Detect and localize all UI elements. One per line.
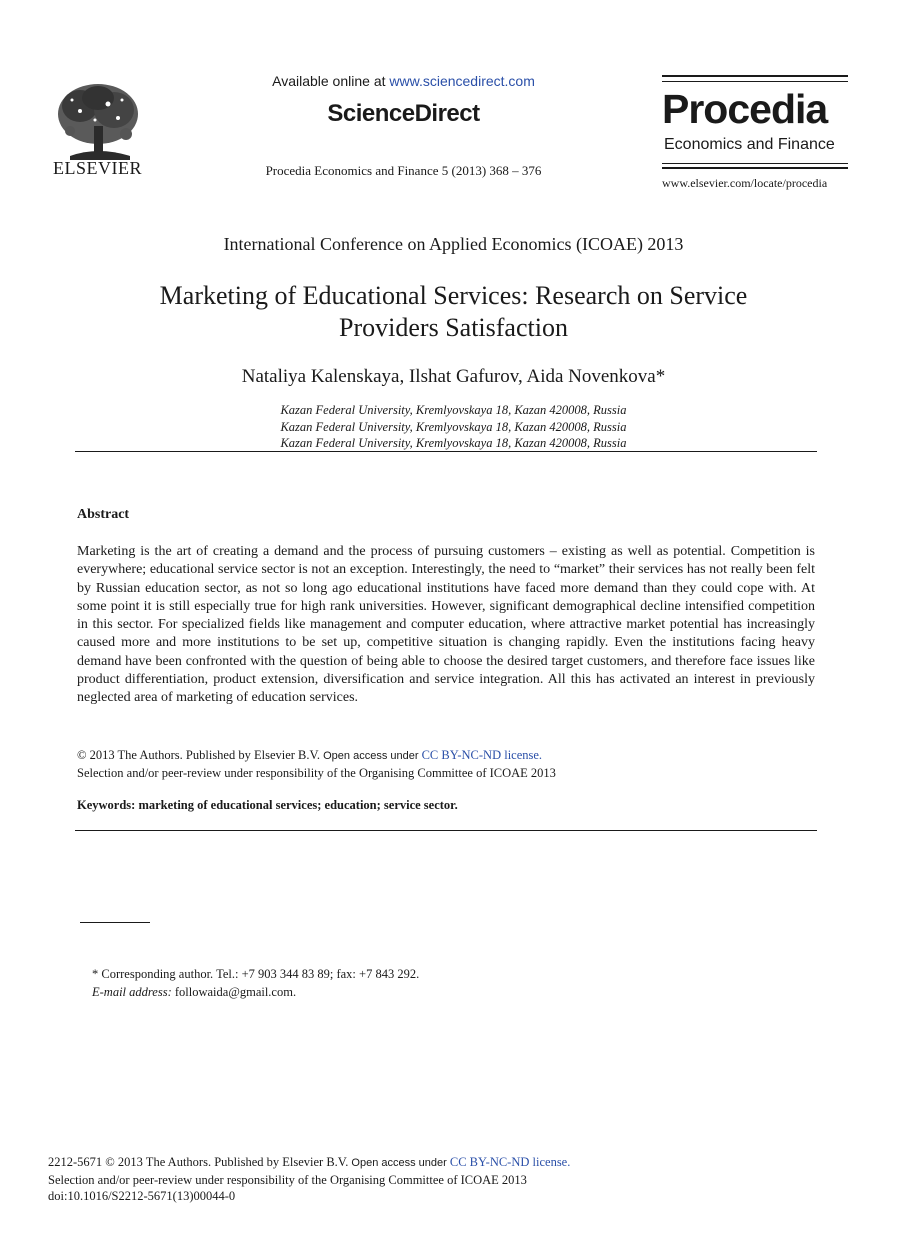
affiliations [0,402,907,452]
open-access-text: Open access under [320,750,422,762]
paper-title [90,280,817,344]
affiliation: Kazan Federal University, Kremlyovskaya 18, Kazan 420008, Russia [280,436,627,450]
copyright-line-1 [77,747,817,765]
divider [75,830,817,831]
affiliation: Kazan Federal University, Kremlyovskaya 18, Kazan 420008, Russia [280,419,627,434]
title-line-1: Marketing of Educational Services: Research on Service [159,281,748,310]
available-prefix: Available online at [272,73,390,89]
conference-name: International Conference on Applied Economics (ICOAE) 2013 [223,234,684,254]
procedia-rule [662,163,848,164]
bottom-info [48,1154,570,1205]
footnote-rule [80,922,150,923]
abstract-text: Marketing is the art of creating a demand and the process of pursuing customers – existing as well as potential. Competition is everywhere; educational service sector is not an exception. Interestingly, the need to “market” their services has not really been felt by Russian education sector, as not so long ago educational institutions have faced more demand than they could cope with. At some point it is still especially true for high rank universities. However, significant demographical decline intensified competition in this sector. For specialized fields like management and computer education, where attractive market potential has increasingly caused more and more institutions to be set up, competitive situation is changing rapidly. Even the institutions facing heavy demand have been confronted with the question of being able to choose the desired target customers, and therefore face issues like product differentiation, product extension, diversification and service integration. All this has activated an interest in previously neglected area of marketing of education services. [77,544,815,706]
email-address[interactable]: followaida@gmail.com. [171,984,297,999]
sciencedirect-link[interactable]: www.sciencedirect.com [389,73,535,89]
divider [75,451,817,452]
corresponding-author: * Corresponding author. Tel.: +7 903 344 83 89; fax: +7 843 292. [92,967,420,981]
license-link[interactable]: CC BY-NC-ND license. [421,748,543,762]
email-line [92,984,419,1002]
sciencedirect-logo: ScienceDirect [327,100,480,127]
issn-line [48,1154,570,1172]
keywords: Keywords: marketing of educational services; education; service sector. [77,798,458,812]
procedia-rule [662,81,848,82]
issn-prefix: 2212-5671 © 2013 The Authors. Published by Elsevier B.V. [48,1155,349,1169]
open-access-text: Open access under [348,1157,450,1169]
authors: Nataliya Kalenskaya, Ilshat Gafurov, Aida Novenkova* [241,366,666,387]
abstract-heading: Abstract [77,507,130,522]
journal-reference: Procedia Economics and Finance 5 (2013) 368 – 376 [265,163,542,178]
copyright-prefix: © 2013 The Authors. Published by Elsevier B.V. [77,748,321,762]
procedia-title: Procedia [662,86,828,132]
copyright-line-2: Selection and/or peer-review under responsibility of the Organising Committee of ICOAE 2013 [77,765,556,780]
title-line-2: Providers Satisfaction [339,313,568,342]
license-link[interactable]: CC BY-NC-ND license. [449,1155,571,1169]
email-label: E-mail address: [92,984,172,999]
affiliation: Kazan Federal University, Kremlyovskaya 18, Kazan 420008, Russia [280,403,627,417]
procedia-url[interactable]: www.elsevier.com/locate/procedia [662,176,828,190]
procedia-rule [662,75,848,77]
procedia-subtitle: Economics and Finance [664,136,835,153]
doi: doi:10.1016/S2212-5671(13)00044-0 [48,1189,236,1203]
procedia-rule [662,167,848,169]
footnote [92,966,419,1001]
copyright [77,747,817,781]
elsevier-wordmark: ELSEVIER [53,158,142,178]
review-line: Selection and/or peer-review under responsibility of the Organising Committee of ICOAE 2013 [48,1172,527,1187]
